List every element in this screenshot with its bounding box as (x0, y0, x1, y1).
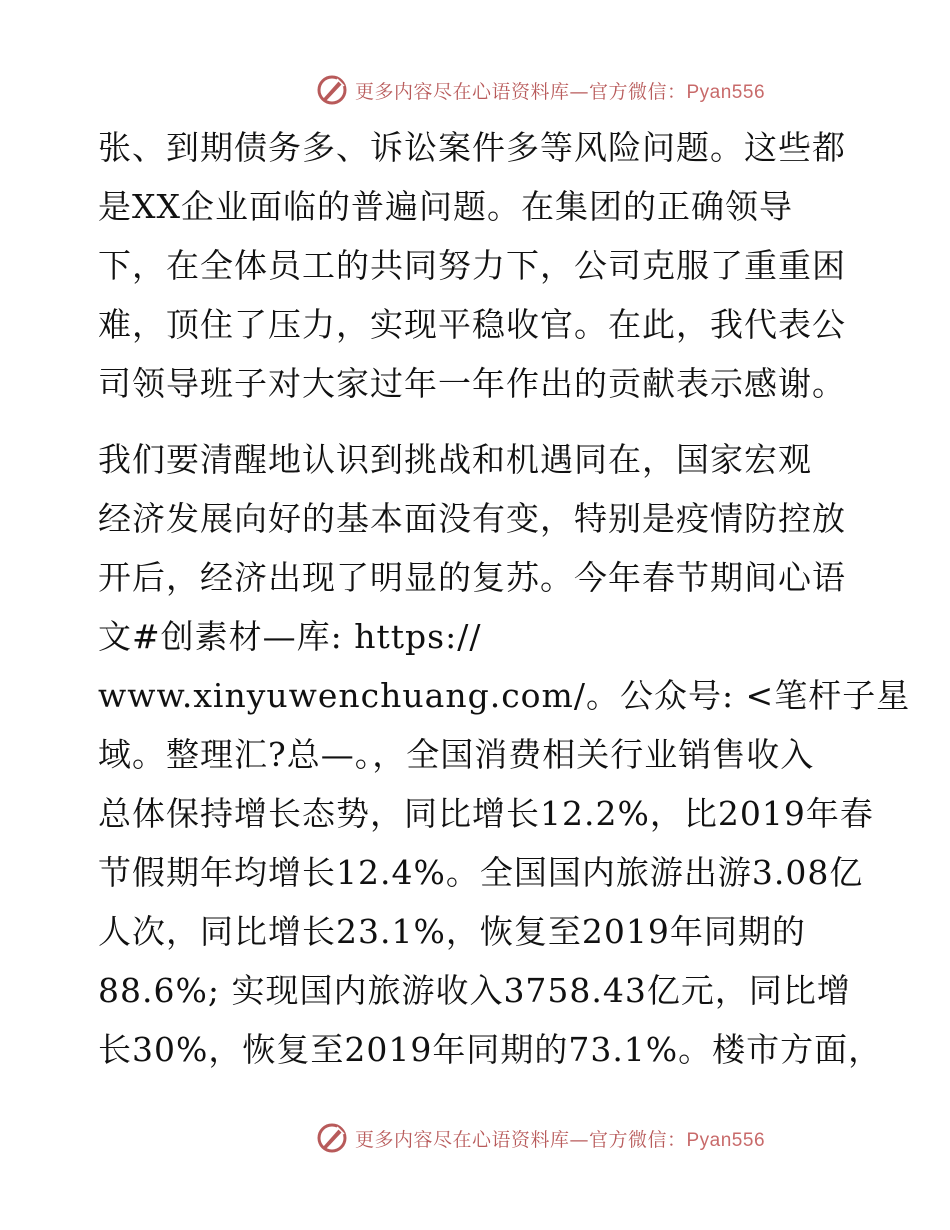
watermark-text (355, 1125, 765, 1152)
watermark-wechat-id: Pyan556 (686, 1129, 766, 1151)
quill-pen-circle-icon (315, 1121, 349, 1155)
text-line-1: 张、到期债务多、诉讼案件多等风险问题。这些都 (98, 128, 846, 167)
watermark-brand: 更多内容尽在心语资料库—官方微信： (354, 1128, 687, 1151)
body-text (98, 118, 911, 1079)
text-line-5: 司领导班子对大家过年一年作出的贡献表示感谢。 (98, 364, 846, 403)
text-line-2: 是XX企业面临的普遍问题。在集团的正确领导 (98, 187, 793, 226)
text-line-13: 节假期年均增长12.4%。全国国内旅游出游3.08亿 (98, 853, 864, 892)
footer-watermark (0, 1118, 950, 1158)
text-line-3: 下，在全体员工的共同努力下，公司克服了重重困 (98, 246, 846, 285)
text-line-11: 域。整理汇?总—。，全国消费相关行业销售收入 (98, 735, 815, 774)
text-line-7: 经济发展向好的基本面没有变，特别是疫情防控放 (98, 499, 846, 538)
text-line-14: 人次，同比增长23.1%，恢复至2019年同期的 (98, 912, 806, 951)
text-line-6: 我们要清醒地认识到挑战和机遇同在，国家宏观 (98, 440, 812, 479)
header-watermark (0, 70, 950, 110)
text-line-15: 88.6%; 实现国内旅游收入3758.43亿元，同比增 (98, 971, 851, 1010)
watermark-brand: 更多内容尽在心语资料库—官方微信： (354, 80, 687, 103)
text-line-12: 总体保持增长态势，同比增长12.2%，比2019年春 (98, 794, 874, 833)
quill-pen-circle-icon (315, 73, 349, 107)
text-line-16: 长30%，恢复至2019年同期的73.1%。楼市方面， (98, 1030, 883, 1069)
watermark-text (355, 77, 765, 104)
text-line-8: 开后，经济出现了明显的复苏。今年春节期间心语 (98, 558, 846, 597)
watermark-wechat-id: Pyan556 (686, 81, 766, 103)
text-line-4: 难，顶住了压力，实现平稳收官。在此，我代表公 (98, 305, 846, 344)
text-line-9: 文#创素材—库: https:// (98, 617, 482, 656)
text-line-10: www.xinyuwenchuang.com/。公众号: <笔杆子星 (98, 676, 911, 715)
